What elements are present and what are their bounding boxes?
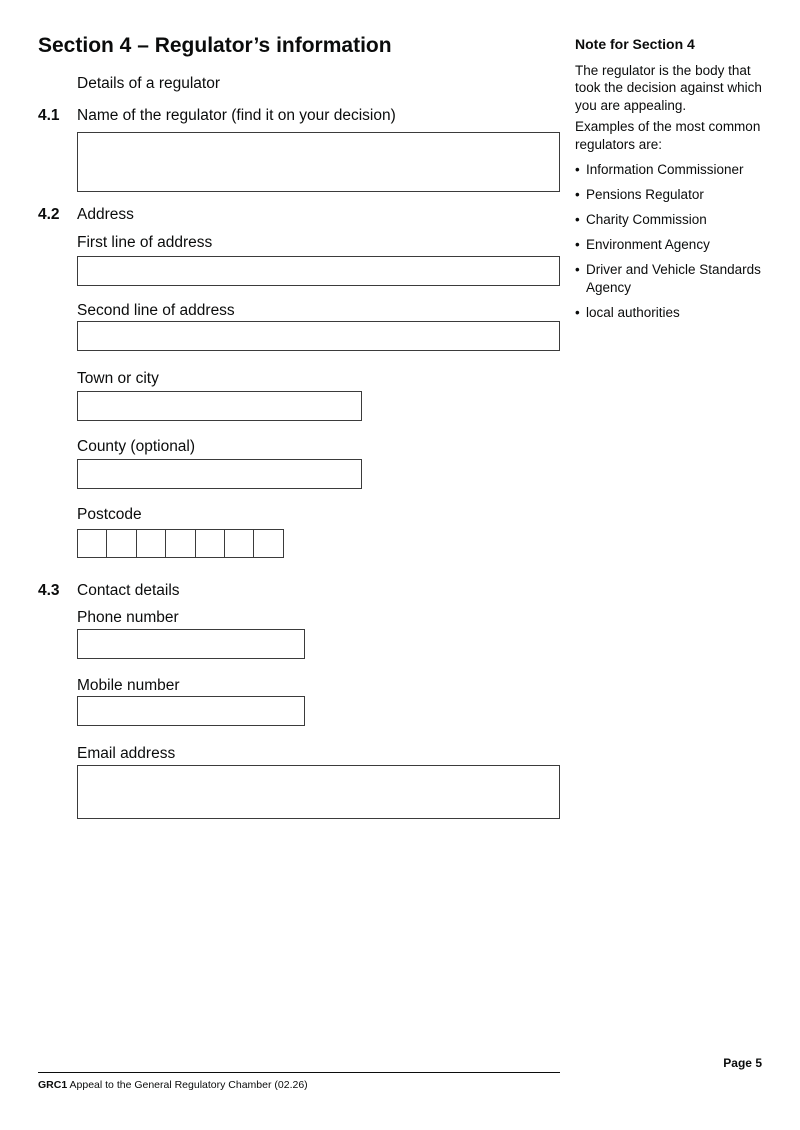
county-field[interactable] xyxy=(77,459,362,489)
postcode-field[interactable] xyxy=(77,529,284,558)
phone-label: Phone number xyxy=(77,609,179,626)
address-line1-label: First line of address xyxy=(77,234,213,251)
phone-field[interactable] xyxy=(77,629,305,659)
question-number-4-2: 4.2 xyxy=(38,206,60,223)
town-label: Town or city xyxy=(77,370,159,387)
bullet-icon: • xyxy=(575,304,580,320)
regulator-name-label: Name of the regulator (find it on your decision) xyxy=(77,107,396,124)
mobile-label: Mobile number xyxy=(77,677,180,694)
question-number-4-1: 4.1 xyxy=(38,107,60,124)
regulator-name-field[interactable] xyxy=(77,132,560,192)
list-item: • Information Commissioner xyxy=(575,162,744,177)
address-line2-field[interactable] xyxy=(77,321,560,351)
postcode-cell[interactable] xyxy=(136,529,166,558)
bullet-icon: • xyxy=(575,187,580,202)
page-number: Page 5 xyxy=(723,1056,762,1070)
section-note xyxy=(575,36,775,329)
address-line1-field[interactable] xyxy=(77,256,560,286)
postcode-cell[interactable] xyxy=(195,529,225,558)
county-label: County (optional) xyxy=(77,438,196,455)
address-line2-label: Second line of address xyxy=(77,302,235,319)
postcode-cell[interactable] xyxy=(165,529,195,558)
list-item: • Environment Agency xyxy=(575,237,710,252)
section-title: Section 4 – Regulator’s information xyxy=(38,34,392,57)
postcode-cell[interactable] xyxy=(224,529,254,558)
contact-details-label: Contact details xyxy=(77,582,180,599)
form-title: Appeal to the General Regulatory Chamber (02.26) xyxy=(69,1079,308,1091)
footer-text xyxy=(38,1079,308,1091)
list-item: • Charity Commission xyxy=(575,212,707,227)
list-item: • Driver and Vehicle Standards Agency xyxy=(575,262,761,295)
postcode-label: Postcode xyxy=(77,506,142,523)
bullet-icon: • xyxy=(575,162,580,177)
note-paragraph-1: The regulator is the body that took the decision against which you are appealing. xyxy=(575,62,762,113)
section-subheading: Details of a regulator xyxy=(77,75,221,92)
address-label: Address xyxy=(77,206,134,223)
postcode-cell[interactable] xyxy=(77,529,107,558)
mobile-field[interactable] xyxy=(77,696,305,726)
regulator-examples-list xyxy=(575,161,775,321)
note-title: Note for Section 4 xyxy=(575,36,695,52)
postcode-cell[interactable] xyxy=(253,529,283,558)
email-label: Email address xyxy=(77,745,176,762)
bullet-icon: • xyxy=(575,237,580,252)
form-code: GRC1 xyxy=(38,1079,68,1091)
note-paragraph-2: Examples of the most common regulators are: xyxy=(575,119,761,152)
list-item: • Pensions Regulator xyxy=(575,187,704,202)
bullet-icon: • xyxy=(575,262,580,277)
list-item: • local authorities xyxy=(575,304,680,320)
footer-divider xyxy=(38,1072,560,1073)
question-number-4-3: 4.3 xyxy=(38,582,60,599)
email-field[interactable] xyxy=(77,765,560,819)
town-field[interactable] xyxy=(77,391,362,421)
bullet-icon: • xyxy=(575,212,580,227)
postcode-cell[interactable] xyxy=(106,529,136,558)
